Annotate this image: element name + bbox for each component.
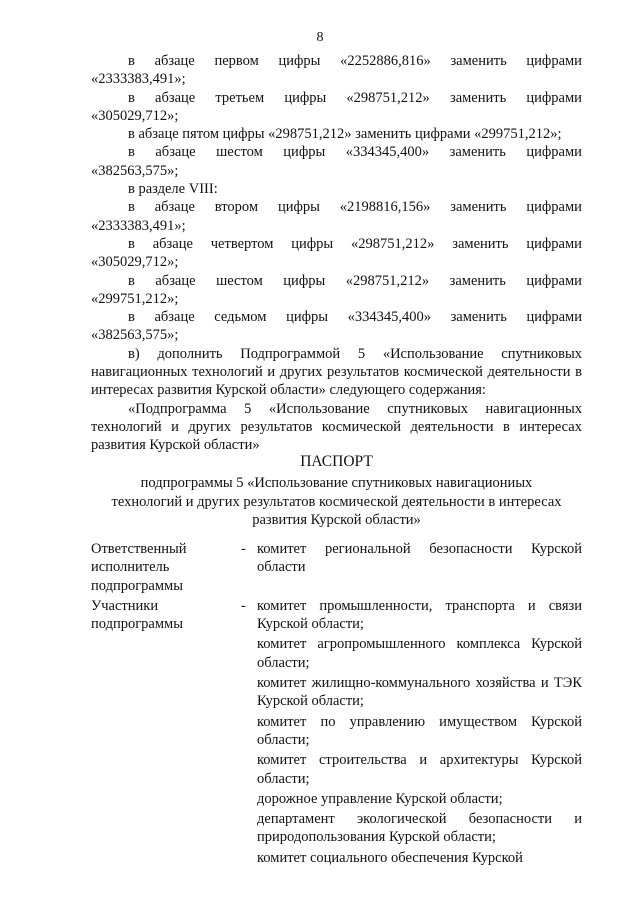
amendment-line [128, 308, 582, 326]
passport-row-value [257, 597, 582, 867]
paragraph: «382563,575»; [91, 162, 179, 179]
paragraph: «2333383,491»; [91, 71, 186, 88]
word: четвертом [210, 235, 274, 252]
word: цифрами [526, 144, 582, 161]
word: «334345,400» [347, 309, 431, 326]
word: цифры [277, 199, 320, 216]
page-number: 8 [316, 30, 324, 45]
word: заменить [449, 89, 507, 106]
word: «298751,212» [346, 89, 430, 106]
passport-value-item: комитет социального обеспечения Курской [257, 849, 523, 866]
paragraph: «305029,712»; [91, 254, 179, 271]
passport-title: ПАСПОРТ [300, 453, 373, 470]
amendment-line [128, 52, 582, 70]
amendment-line [128, 198, 582, 216]
amendment-line [128, 89, 582, 107]
paragraph: в абзаце пятом цифры «298751,212» заменить цифрами «299751,212»; [128, 126, 562, 143]
passport-row-dash: - [241, 541, 246, 557]
paragraph: в) дополнить Подпрограммой 5 «Использование спутниковых навигационных технологий и других результатов космической деятельности в интересах развития Курской области» следующего содержания: [91, 345, 582, 399]
word: шестом [216, 144, 263, 161]
passport-value-item: комитет жилищно-коммунального хозяйства и ТЭК Курской области; [257, 675, 582, 710]
word: в [128, 199, 135, 216]
passport-subtitle-line: технологий и других результатов космической деятельности в интересах [111, 493, 562, 510]
word: в [128, 144, 135, 161]
passport-value-item: комитет региональной безопасности Курской области [257, 541, 582, 576]
passport-row-value [257, 540, 582, 595]
word: в [128, 309, 135, 326]
passport-value-item: комитет агропромышленного комплекса Курской области; [257, 636, 582, 671]
word: третьем [215, 89, 265, 106]
word: цифры [278, 53, 321, 69]
passport-header [91, 453, 582, 529]
word: цифрами [526, 53, 582, 69]
passport-value-item: комитет по управлению имуществом Курской области; [257, 713, 582, 748]
word: в [128, 235, 135, 252]
paragraph: «382563,575»; [91, 327, 179, 344]
word: «334345,400» [345, 144, 430, 161]
passport-subtitle-line: развития Курской области» [252, 511, 421, 528]
paragraph: «Подпрограмма 5 «Использование спутниковых навигационных технологий и других результатов космической деятельности в интересах развития Курской области» [91, 400, 582, 454]
word: абзаце [155, 272, 196, 289]
word: в [128, 53, 135, 69]
paragraph: «2333383,491»; [91, 217, 186, 234]
passport-row-dash: - [241, 597, 246, 614]
passport-subtitle-line: подпрограммы 5 «Использование спутниковых навигациониых [140, 475, 533, 492]
word: цифры [283, 272, 326, 289]
amendment-line [128, 143, 582, 161]
word: абзаце [155, 144, 196, 161]
word: цифры [283, 144, 326, 161]
amendment-line [128, 272, 582, 290]
paragraph: в разделе VIII: [128, 181, 218, 198]
passport-value-item: комитет строительства и архитектуры Курской области; [257, 752, 582, 787]
word: в [128, 272, 135, 289]
word: заменить [449, 272, 506, 289]
passport-row [91, 597, 582, 867]
word: «2198816,156» [339, 199, 431, 216]
word: цифры [291, 235, 334, 252]
word: цифрами [526, 199, 582, 216]
word: заменить [450, 199, 507, 216]
word: заменить [449, 144, 506, 161]
word: абзаце [154, 199, 195, 216]
passport-table [91, 540, 582, 867]
word: «298751,212» [351, 235, 435, 252]
word: абзаце [154, 309, 195, 326]
passport-row [91, 540, 582, 595]
word: цифры [284, 89, 327, 106]
word: цифрами [526, 235, 582, 252]
paragraph: «299751,212»; [91, 290, 179, 307]
word: цифрами [526, 309, 582, 326]
word: цифрами [526, 272, 582, 289]
word: абзаце [155, 89, 196, 106]
amendment-line [128, 235, 582, 253]
word: в [128, 89, 135, 106]
passport-value-item: дорожное управление Курской области; [257, 790, 503, 807]
paragraph: «305029,712»; [91, 107, 179, 124]
word: «2252886,816» [340, 53, 431, 69]
word: втором [214, 199, 259, 216]
word: цифры [286, 309, 328, 326]
passport-row-label: Участники подпрограммы [91, 597, 183, 633]
word: шестом [216, 272, 263, 289]
passport-value-item: комитет промышленности, транспорта и связи Курской области; [257, 597, 582, 633]
passport-row-label: Ответственный исполнитель подпрограммы [91, 541, 187, 594]
document-body [91, 52, 582, 455]
word: абзаце [154, 53, 195, 69]
word: заменить [450, 53, 507, 69]
word: первом [214, 53, 259, 69]
word: «298751,212» [345, 272, 430, 289]
passport-value-item: департамент экологической безопасности и природопользования Курской области; [257, 811, 582, 846]
word: цифрами [526, 89, 582, 106]
word: заменить [452, 235, 509, 252]
word: абзаце [152, 235, 193, 252]
word: заменить [450, 309, 507, 326]
word: седьмом [214, 309, 267, 326]
